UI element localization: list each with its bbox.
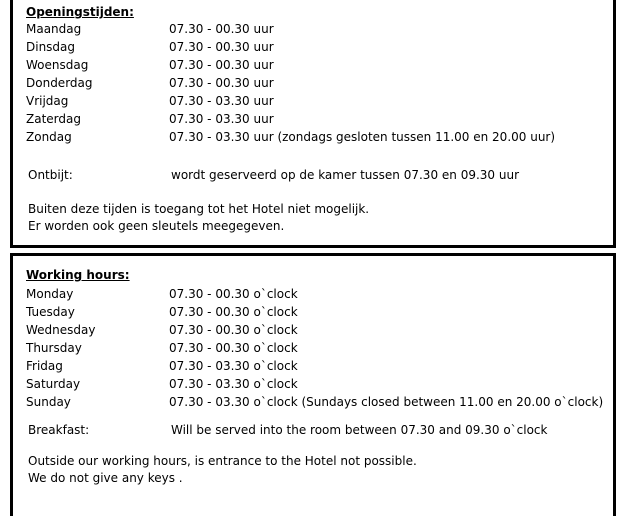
day-label: Fridag <box>26 359 63 373</box>
day-label: Zaterdag <box>26 112 81 126</box>
hours-value: 07.30 - 00.30 uur <box>169 22 274 36</box>
day-label: Vrijdag <box>26 94 69 108</box>
hours-value: 07.30 - 03.30 uur (zondags gesloten tussen 11.00 en 20.00 uur) <box>169 130 556 144</box>
breakfast-label: Ontbijt: <box>28 168 73 182</box>
day-label: Monday <box>26 287 74 301</box>
hours-value: 07.30 - 03.30 uur <box>169 112 274 126</box>
hours-value: 07.30 - 00.30 o`clock <box>169 323 298 337</box>
hours-value: 07.30 - 00.30 uur <box>169 76 274 90</box>
day-label: Tuesday <box>26 305 75 319</box>
hours-value: 07.30 - 00.30 uur <box>169 40 274 54</box>
hours-value: 07.30 - 03.30 o`clock (Sundays closed between 11.00 en 20.00 o`clock) <box>169 395 604 409</box>
breakfast-label: Breakfast: <box>28 423 90 437</box>
dutch-note-line-2: Er worden ook geen sleutels meegegeven. <box>28 219 285 233</box>
breakfast-text: Will be served into the room between 07.30 and 09.30 o`clock <box>171 423 548 437</box>
english-title: Working hours: <box>26 268 130 282</box>
dutch-note-line-1: Buiten deze tijden is toegang tot het Hotel niet mogelijk. <box>28 202 370 216</box>
day-label: Maandag <box>26 22 82 36</box>
day-label: Wednesday <box>26 323 96 337</box>
hours-value: 07.30 - 00.30 o`clock <box>169 305 298 319</box>
hours-value: 07.30 - 00.30 o`clock <box>169 341 298 355</box>
day-label: Thursday <box>26 341 82 355</box>
english-note-line-1: Outside our working hours, is entrance to the Hotel not possible. <box>28 454 417 468</box>
dutch-title: Openingstijden: <box>26 5 134 19</box>
hours-value: 07.30 - 00.30 o`clock <box>169 287 298 301</box>
day-label: Sunday <box>26 395 71 409</box>
hours-value: 07.30 - 03.30 o`clock <box>169 359 298 373</box>
breakfast-text: wordt geserveerd op de kamer tussen 07.30 en 09.30 uur <box>171 168 520 182</box>
day-label: Zondag <box>26 130 72 144</box>
dutch-section <box>10 0 616 248</box>
hours-value: 07.30 - 00.30 uur <box>169 58 274 72</box>
english-section <box>10 253 616 516</box>
hours-value: 07.30 - 03.30 o`clock <box>169 377 298 391</box>
english-note-line-2: We do not give any keys . <box>28 471 183 485</box>
day-label: Donderdag <box>26 76 93 90</box>
day-label: Dinsdag <box>26 40 76 54</box>
day-label: Saturday <box>26 377 81 391</box>
day-label: Woensdag <box>26 58 89 72</box>
hours-value: 07.30 - 03.30 uur <box>169 94 274 108</box>
